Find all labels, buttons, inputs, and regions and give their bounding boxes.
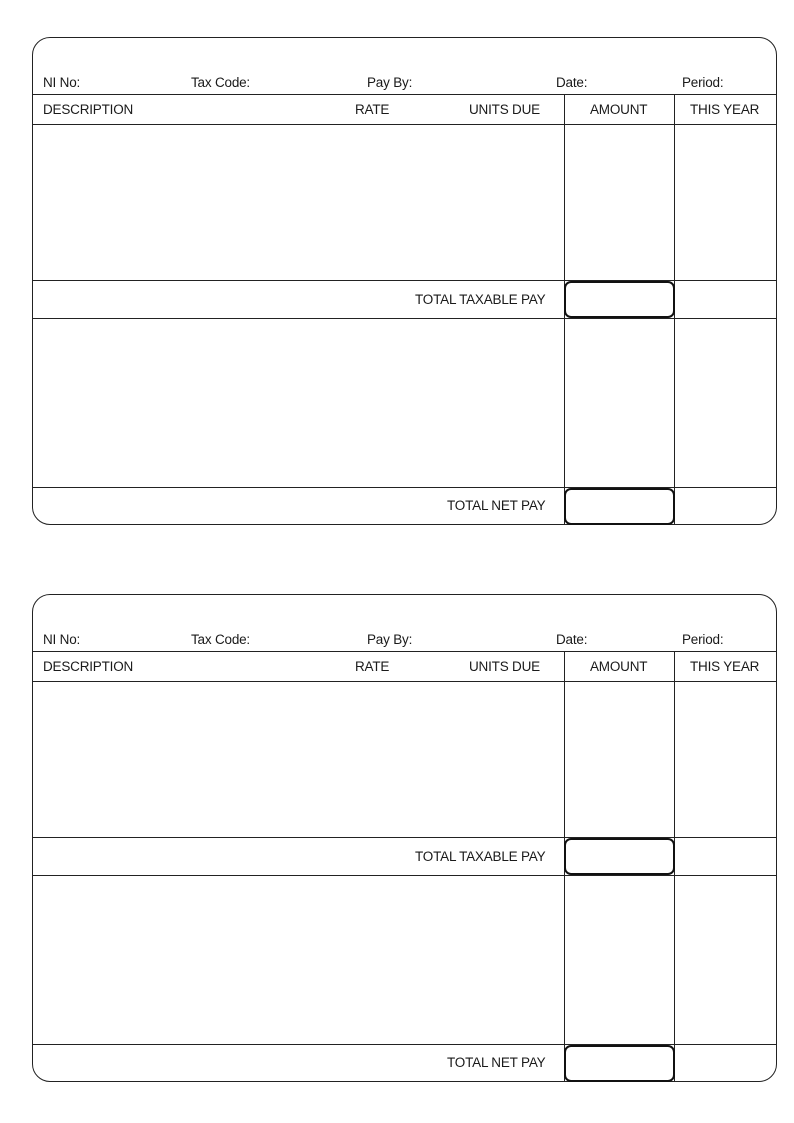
col-rate: RATE <box>355 659 390 674</box>
tax-code-label: Tax Code: <box>191 632 250 647</box>
col-units-due: UNITS DUE <box>469 659 540 674</box>
col-amount: AMOUNT <box>590 659 648 674</box>
header-divider <box>33 94 776 95</box>
taxable-row-bottom <box>33 875 776 876</box>
columns-divider <box>33 124 776 125</box>
header-divider <box>33 651 776 652</box>
tax-code-label: Tax Code: <box>191 75 250 90</box>
col-description: DESCRIPTION <box>43 659 134 674</box>
total-net-pay-box <box>564 1045 675 1082</box>
period-label: Period: <box>682 75 724 90</box>
date-label: Date: <box>556 632 588 647</box>
total-taxable-pay-box <box>564 281 675 318</box>
total-taxable-pay-label: TOTAL TAXABLE PAY <box>415 849 546 864</box>
pay-by-label: Pay By: <box>367 632 413 647</box>
col-amount: AMOUNT <box>590 102 648 117</box>
total-net-pay-label: TOTAL NET PAY <box>447 1055 546 1070</box>
col-units-due: UNITS DUE <box>469 102 540 117</box>
period-label: Period: <box>682 632 724 647</box>
payslip-1 <box>32 37 777 525</box>
payslip-2 <box>32 594 777 1082</box>
total-net-pay-label: TOTAL NET PAY <box>447 498 546 513</box>
total-taxable-pay-box <box>564 838 675 875</box>
total-taxable-pay-label: TOTAL TAXABLE PAY <box>415 292 546 307</box>
col-description: DESCRIPTION <box>43 102 134 117</box>
taxable-row-bottom <box>33 318 776 319</box>
col-rate: RATE <box>355 102 390 117</box>
pay-by-label: Pay By: <box>367 75 413 90</box>
date-label: Date: <box>556 75 588 90</box>
ni-no-label: NI No: <box>43 632 81 647</box>
columns-divider <box>33 681 776 682</box>
total-net-pay-box <box>564 488 675 525</box>
col-this-year: THIS YEAR <box>690 659 760 674</box>
ni-no-label: NI No: <box>43 75 81 90</box>
col-this-year: THIS YEAR <box>690 102 760 117</box>
